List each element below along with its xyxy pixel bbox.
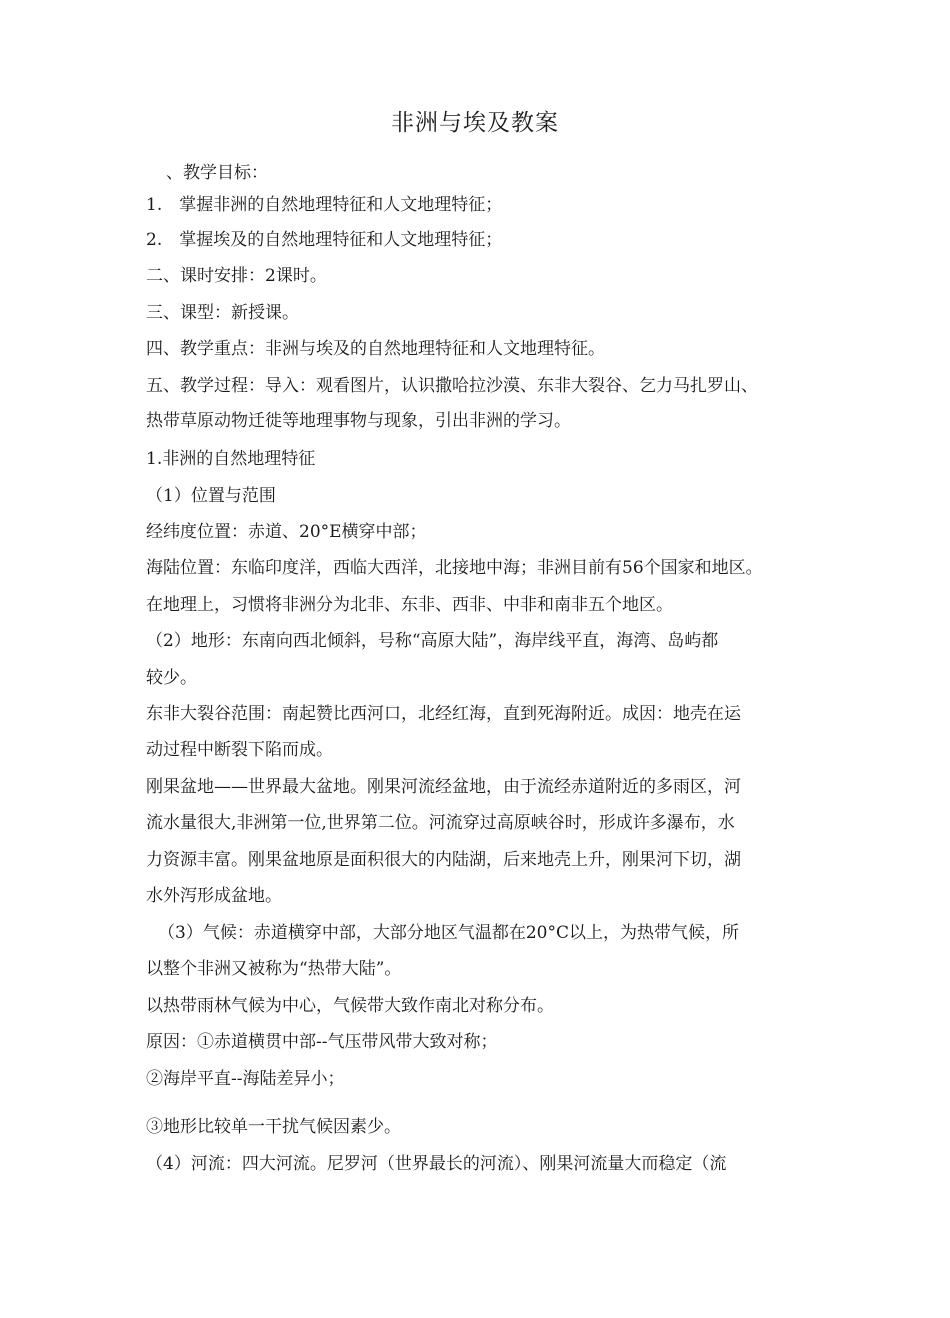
paragraph-line: 经纬度位置：赤道、20°E横穿中部； (146, 522, 427, 542)
paragraph-line: 热带草原动物迁徙等地理事物与现象，引出非洲的学习。 (146, 411, 571, 431)
subsection-heading-terrain: （2）地形：东南向西北倾斜，号称“高原大陆”，海岸线平直，海湾、岛屿都 (146, 631, 719, 651)
section-heading-key-points: 四、教学重点：非洲与埃及的自然地理特征和人文地理特征。 (146, 339, 605, 359)
paragraph-line: 水外泻形成盆地。 (146, 886, 282, 906)
paragraph-line: 原因：①赤道横贯中部--气压带风带大致对称； (146, 1032, 498, 1052)
paragraph-line: ③地形比较单一干扰气候因素少。 (146, 1117, 401, 1137)
section-heading-schedule: 二、课时安排：2课时。 (146, 266, 327, 286)
paragraph-line: 东非大裂谷范围：南起赞比西河口，北经红海，直到死海附近。成因：地壳在运 (146, 704, 741, 724)
paragraph-line: 刚果盆地——世界最大盆地。刚果河流经盆地，由于流经赤道附近的多雨区，河 (146, 777, 741, 797)
subsection-heading-climate: （3）气候：赤道横穿中部，大部分地区气温都在20°C以上，为热带气候，所 (158, 923, 739, 943)
subsection-heading-location: （1）位置与范围 (146, 486, 276, 506)
paragraph-line: 在地理上，习惯将非洲分为北非、东非、西非、中非和南非五个地区。 (146, 595, 673, 615)
paragraph-line: 动过程中断裂下陷而成。 (146, 740, 333, 760)
paragraph-line: 以热带雨林气候为中心，气候带大致作南北对称分布。 (146, 996, 554, 1016)
paragraph-line: 海陆位置：东临印度洋，西临大西洋，北接地中海；非洲目前有56个国家和地区。 (146, 558, 763, 578)
paragraph-line: 以整个非洲又被称为“热带大陆”。 (146, 959, 402, 979)
section-heading-process: 五、教学过程：导入：观看图片，认识撒哈拉沙漠、东非大裂谷、乞力马扎罗山、 (146, 376, 758, 396)
objective-item-2: 2. 掌握埃及的自然地理特征和人文地理特征； (146, 230, 503, 250)
section-heading-lesson-type: 三、课型：新授课。 (146, 303, 299, 323)
paragraph-line: 力资源丰富。刚果盆地原是面积很大的内陆湖，后来地壳上升，刚果河下切，湖 (146, 850, 741, 870)
subsection-heading-rivers: （4）河流：四大河流。尼罗河（世界最长的河流）、刚果河流量大而稳定（流 (146, 1154, 727, 1174)
paragraph-line: 流水量很大,非洲第一位,世界第二位。河流穿过高原峡谷时，形成许多瀑布，水 (146, 813, 735, 833)
paragraph-line: 较少。 (146, 668, 197, 688)
subsection-heading-natural-geography: 1.非洲的自然地理特征 (146, 449, 316, 469)
objective-item-1: 1. 掌握非洲的自然地理特征和人文地理特征； (146, 195, 503, 215)
section-heading-objectives: 、教学目标： (166, 163, 268, 183)
paragraph-line: ②海岸平直--海陆差异小； (146, 1069, 345, 1089)
page-title: 非洲与埃及教案 (391, 110, 559, 136)
